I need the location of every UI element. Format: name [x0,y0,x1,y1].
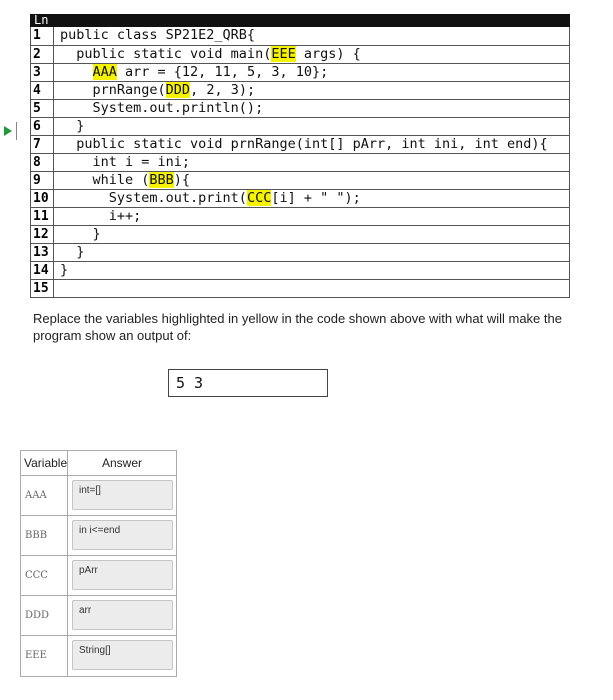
expected-output-box: 5 3 [168,369,328,397]
answer-input[interactable]: String[] [72,640,173,670]
answer-row [21,636,176,676]
code-text: public static void main( [60,46,272,62]
marker-bar [16,122,17,140]
code-line [31,243,569,261]
line-number: 11 [31,208,54,225]
play-arrow-icon [4,126,12,136]
line-code [54,82,569,99]
line-code [54,262,569,279]
line-number: 1 [31,27,54,45]
answer-cell [68,636,176,676]
line-code [54,64,569,81]
code-text: System.out.print( [60,190,247,206]
line-code [54,118,569,135]
code-line [31,45,569,63]
answers-header [21,451,176,476]
line-code [54,100,569,117]
code-text: public class SP21E2_QRB{ [60,27,256,43]
code-text: ){ [173,172,191,188]
answer-input[interactable]: int=[] [72,480,173,510]
answer-cell [68,476,176,515]
line-code [54,208,569,225]
line-code [54,280,569,297]
instruction-text: Replace the variables highlighted in yellow in the code shown above with what will make the program show an output of: [33,311,562,343]
line-code [54,136,569,153]
code-text: } [60,226,101,242]
line-number: 8 [31,154,54,171]
line-number: 9 [31,172,54,189]
code-text: } [60,262,69,278]
answer-cell [68,556,176,595]
code-text: } [60,118,85,134]
code-text: int i = ini; [60,154,191,170]
answer-input[interactable]: in i<=end [72,520,173,550]
code-text: i++; [60,208,142,224]
answer-input[interactable]: arr [72,600,173,630]
line-number: 14 [31,262,54,279]
code-line [31,279,569,297]
variable-label: DDD [21,596,68,635]
line-number: 3 [31,64,54,81]
line-number: 2 [31,46,54,63]
code-text: while ( [60,172,150,188]
line-code [54,244,569,261]
line-number: 10 [31,190,54,207]
line-code [54,154,569,171]
breakpoint-marker [4,124,30,138]
code-line [31,153,569,171]
code-line [31,261,569,279]
answer-row [21,596,176,636]
answer-row [21,476,176,516]
highlighted-placeholder: AAA [92,64,117,80]
answer-row [21,516,176,556]
code-line [31,27,569,45]
line-code [54,27,569,45]
code-text: arr = {12, 11, 5, 3, 10}; [116,64,329,80]
code-line [31,117,569,135]
answer-cell [68,516,176,555]
answer-row [21,556,176,596]
code-text [60,64,93,80]
variable-label: AAA [21,476,68,515]
line-number: 13 [31,244,54,261]
code-text: prnRange( [60,82,166,98]
line-code [54,46,569,63]
answers-body [21,476,176,676]
code-text: } [60,244,85,260]
code-text: [i] + " "); [271,190,361,206]
variable-label: EEE [21,636,68,676]
code-lines [30,27,570,298]
code-line [31,189,569,207]
line-code [54,190,569,207]
highlighted-placeholder: EEE [271,46,296,62]
line-code [54,172,569,189]
header-variable: Variable [21,451,68,475]
code-line [31,225,569,243]
variable-label: BBB [21,516,68,555]
code-line [31,135,569,153]
line-number: 15 [31,280,54,297]
code-text: , 2, 3); [190,82,256,98]
code-editor [30,14,570,298]
header-answer: Answer [101,456,142,470]
line-number: 7 [31,136,54,153]
highlighted-placeholder: BBB [149,172,174,188]
answer-cell [68,596,176,635]
line-number: 4 [31,82,54,99]
line-number: 6 [31,118,54,135]
line-number: 12 [31,226,54,243]
code-line [31,207,569,225]
code-line [31,63,569,81]
code-text: System.out.println(); [60,100,264,116]
answer-input[interactable]: pArr [72,560,173,590]
code-text: public static void prnRange(int[] pArr, int ini, int end){ [60,136,548,152]
variable-label: CCC [21,556,68,595]
code-header: Ln [30,14,570,27]
line-number: 5 [31,100,54,117]
answers-table [20,450,177,677]
highlighted-placeholder: CCC [246,190,272,206]
code-line [31,81,569,99]
highlighted-placeholder: DDD [165,82,191,98]
line-code [54,226,569,243]
code-line [31,99,569,117]
code-text: args) { [295,46,361,62]
code-line [31,171,569,189]
